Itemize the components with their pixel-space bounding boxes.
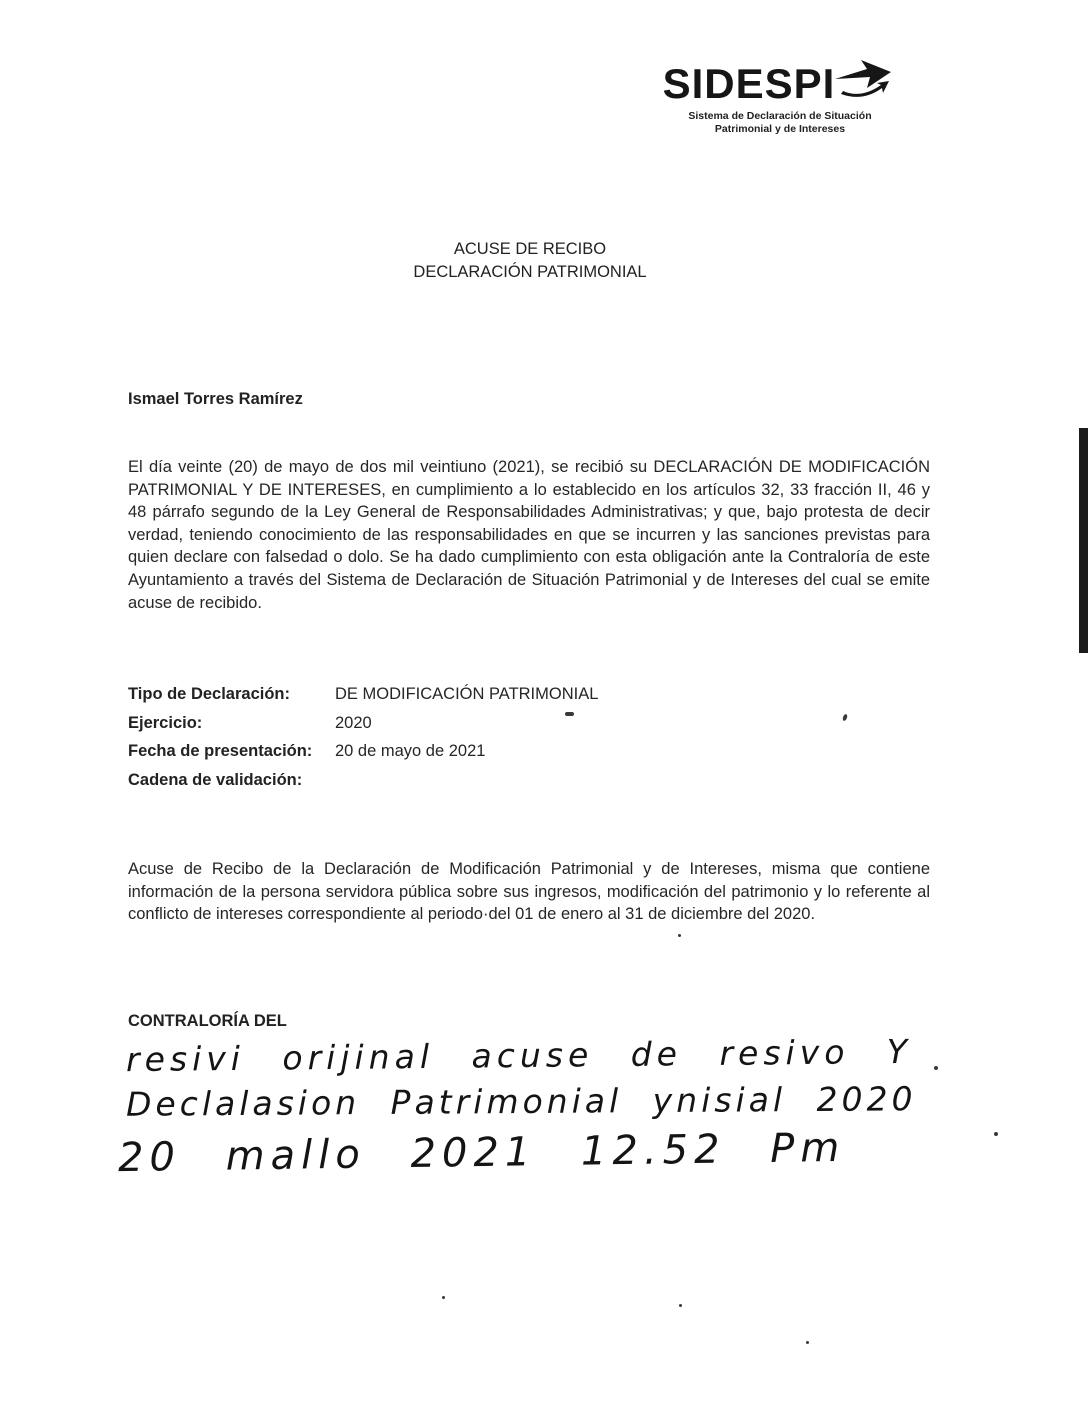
document-title	[0, 238, 1060, 284]
field-value: 2020	[335, 713, 372, 732]
logo-tagline-line1: Sistema de Declaración de Situación	[688, 110, 872, 122]
body-paragraph: El día veinte (20) de mayo de dos mil veintiuno (2021), se recibió su DECLARACIÓN DE MODIFICACIÓN PATRIMONIAL Y DE INTERESES, en cumplimiento a lo establecido en los artículos 32, 33 fracción II, 46 y 48 párrafo segundo de la Ley General de Responsabilidades Administrativas; y que, bajo protesta de decir verdad, teniendo conocimiento de las responsabilidades en que se incurren y las sanciones previstas para quien declare con falsedad o dolo. Se ha dado cumplimiento con esta obligación ante la Contraloría de este Ayuntamiento a través del Sistema de Declaración de Situación Patrimonial y de Intereses del cual se emite acuse de recibido.	[128, 458, 930, 612]
handwritten-note-line3: 20 mallo 2021 12.52 Pm	[117, 1124, 846, 1182]
scan-speck	[442, 1296, 445, 1299]
field-value: DE MODIFICACIÓN PATRIMONIAL	[335, 685, 599, 703]
field-label: Fecha de presentación:	[128, 742, 313, 760]
scan-speck	[806, 1341, 809, 1344]
contraloria-heading: CONTRALORÍA DEL	[128, 1012, 287, 1030]
scan-artifact-bar	[1079, 428, 1088, 653]
logo	[660, 60, 900, 136]
document-title-line1: ACUSE DE RECIBO	[453, 240, 607, 258]
field-row-ejercicio	[128, 712, 888, 734]
field-row-fecha	[128, 740, 888, 762]
scan-speck	[565, 712, 574, 716]
recipient-name: Ismael Torres Ramírez	[128, 390, 303, 408]
document-title-line2: DECLARACIÓN PATRIMONIAL	[413, 263, 647, 281]
scan-speck	[994, 1132, 998, 1136]
field-row-tipo	[128, 683, 888, 705]
logo-row	[660, 60, 900, 108]
field-label: Ejercicio:	[128, 713, 203, 732]
declaration-fields	[128, 683, 888, 797]
logo-tagline-line2: Patrimonial y de Intereses	[714, 123, 846, 135]
closing-paragraph: Acuse de Recibo de la Declaración de Modificación Patrimonial y de Intereses, misma que contiene información de la persona servidora pública sobre sus ingresos, modificación del patrimonio y lo referente al conflicto de intereses correspondiente al periodo·del 01 de enero al 31 de diciembre del 2020.	[128, 860, 930, 924]
scan-speck	[678, 934, 681, 937]
scan-speck	[679, 1304, 682, 1307]
handwritten-note-line1: resivi orijinal acuse de resivo Y	[125, 1031, 913, 1080]
logo-text: SIDESPI	[662, 60, 836, 107]
logo-tagline	[660, 110, 900, 136]
field-label: Cadena de validación:	[128, 770, 303, 789]
scan-speck	[934, 1066, 938, 1070]
arrow-icon	[833, 55, 897, 108]
field-row-cadena	[128, 769, 888, 791]
field-value: 20 de mayo de 2021	[335, 742, 486, 760]
handwritten-note-line2: Declalasion Patrimonial ynisial 2020	[125, 1079, 917, 1124]
field-label: Tipo de Declaración:	[128, 685, 290, 703]
